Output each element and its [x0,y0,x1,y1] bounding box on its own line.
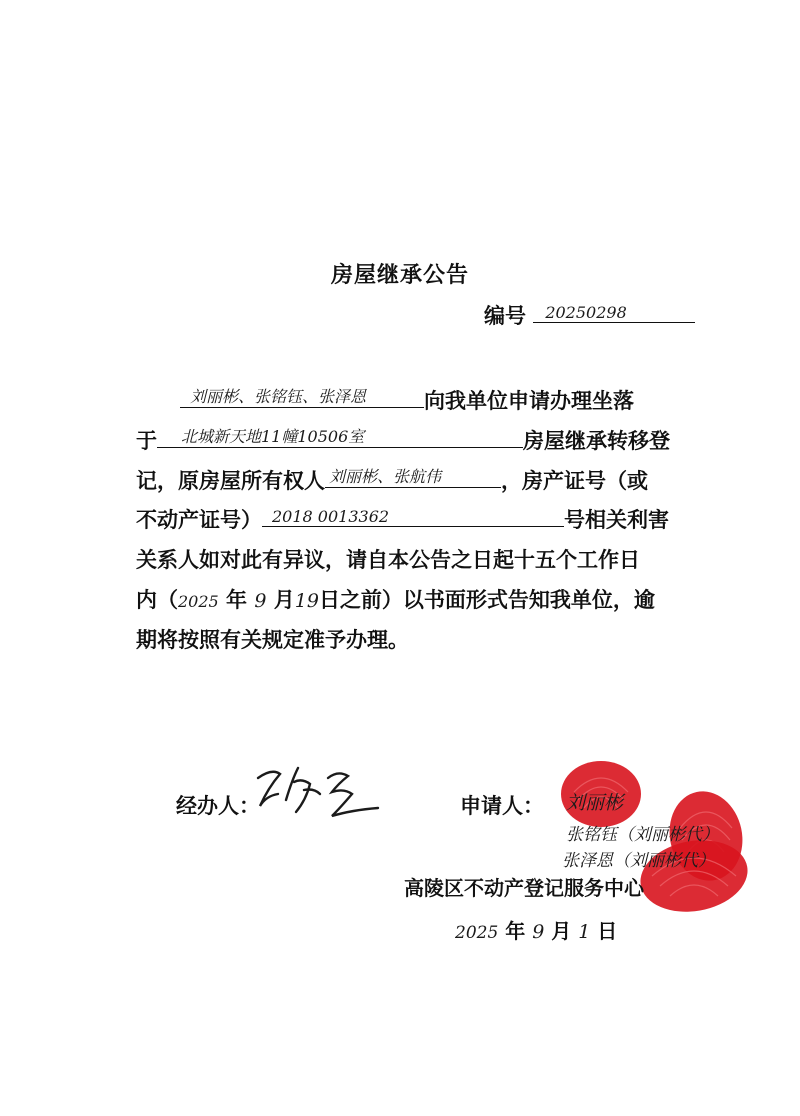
body-text: ，房产证号（或 [501,469,648,493]
body-text: 月 [273,588,295,612]
body-text: 年 [226,588,248,612]
serial-number [484,300,695,330]
date-year-char: 年 [505,919,526,943]
body-text: 向我单位申请办理坐落 [424,389,634,413]
body-line-3 [136,464,648,495]
original-owners-field: 刘丽彬、张航伟 [325,464,501,488]
applicant-signature-3: 张泽恩（刘丽彬代） [562,851,715,871]
organization-name: 高陵区不动产登记服务中心 [404,876,644,900]
body-text: 记，原房屋所有权人 [136,469,325,493]
body-text: 于 [136,429,157,453]
serial-label: 编号 [484,304,526,328]
deadline-day: 19 [294,590,319,612]
applicant-signature-2: 张铭钰（刘丽彬代） [566,825,719,845]
body-line-1 [136,384,634,415]
deadline-year: 2025 [178,592,219,611]
page-title: 房屋继承公告 [330,263,469,288]
location-field: 北城新天地11幢10506室 [157,424,523,448]
serial-value: 20250298 [533,303,695,323]
body-text: 不动产证号） [136,508,262,532]
applicant-label: 申请人： [460,794,544,818]
body-line-7: 期将按照有关规定准予办理。 [136,628,409,652]
body-text: 内（ [136,588,178,612]
cert-number-field: 2018 0013362 [262,507,564,527]
issue-date [455,915,617,944]
body-text: 号相关利害 [564,508,669,532]
body-text: 日之前）以书面形式告知我单位，逾 [318,588,655,612]
applicant-signature-1: 刘丽彬 [566,792,624,814]
deadline-month: 9 [254,590,267,612]
body-line-2 [136,424,670,455]
date-month-char: 月 [551,919,572,943]
body-line-4 [136,504,669,534]
body-text: 房屋继承转移登 [523,429,670,453]
date-day: 1 [578,921,591,943]
date-day-char: 日 [597,919,618,943]
handler-signature [248,760,398,830]
date-month: 9 [532,921,545,943]
body-line-5: 关系人如对此有异议，请自本公告之日起十五个工作日 [136,548,640,572]
body-line-6 [136,584,655,614]
date-year: 2025 [455,923,499,943]
handler-label: 经办人： [176,794,260,818]
applicants-field: 刘丽彬、张铭钰、张泽恩 [180,384,424,408]
